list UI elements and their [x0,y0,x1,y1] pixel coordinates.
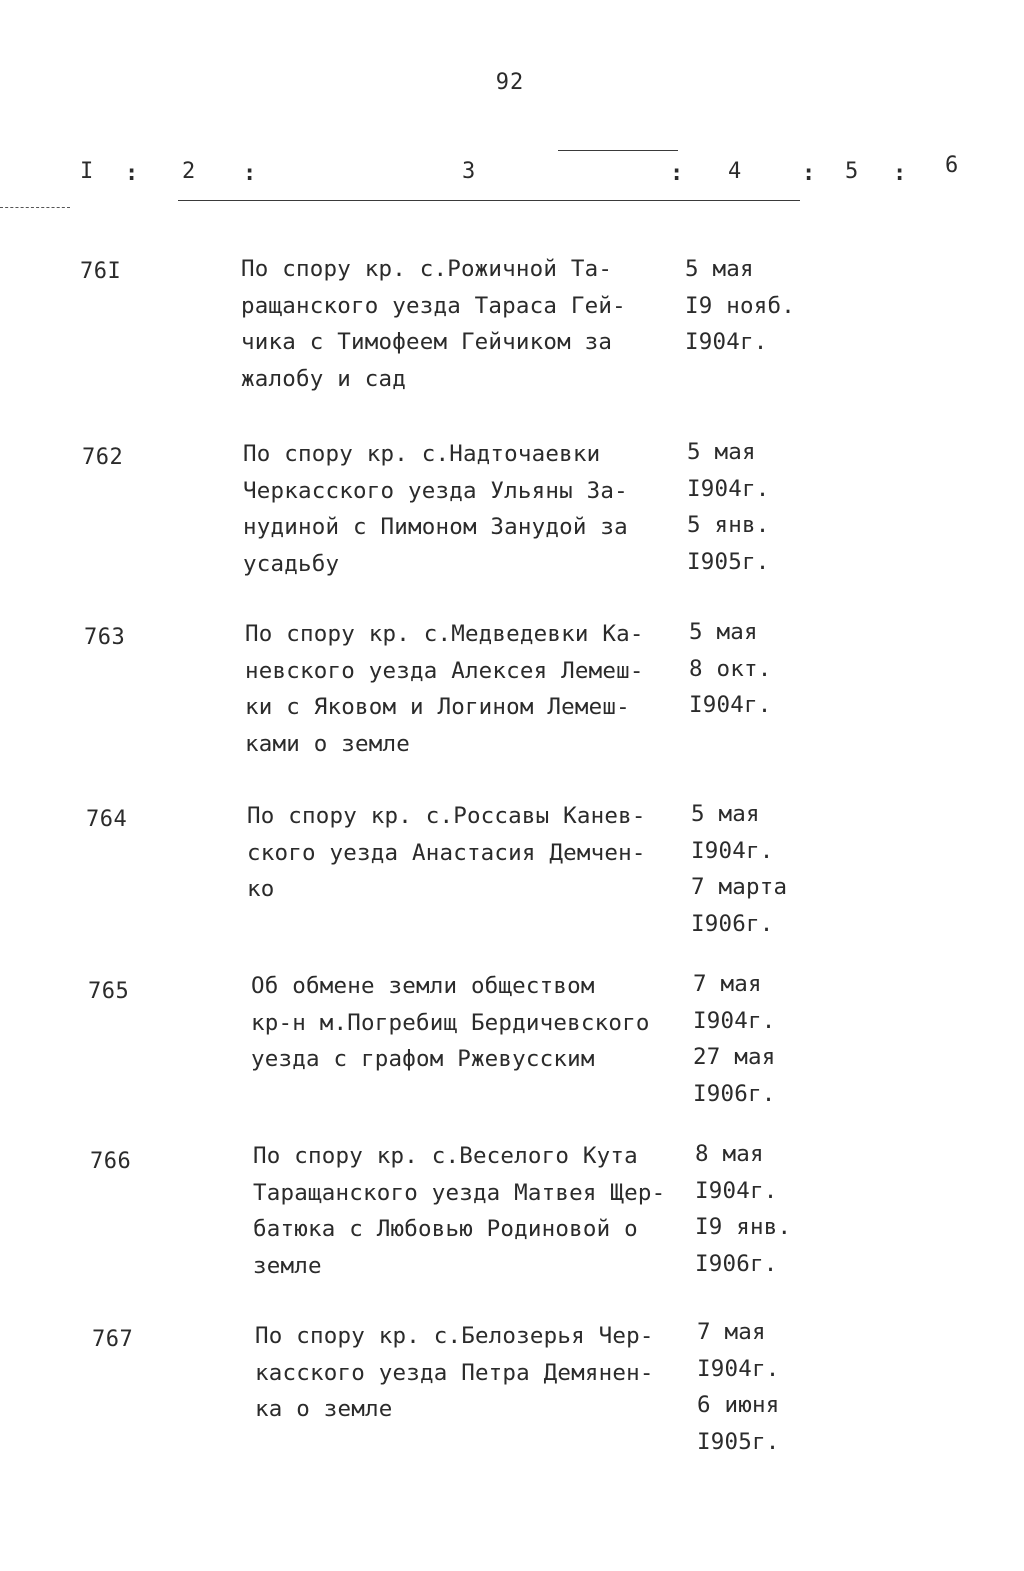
header-col-3: 3 [462,159,476,184]
entry-dates [685,251,815,361]
description-line: земле [253,1252,322,1279]
date-line: I905г. [697,1428,780,1455]
date-line: I904г. [693,1007,776,1034]
description-line: батюка с Любовью Родиновой о [253,1216,638,1242]
header-bottom-rule [178,200,800,201]
entry-number: 763 [84,625,126,650]
entry-description [245,616,705,762]
description-line: усадьбу [243,550,340,577]
date-line: 6 июня [697,1392,780,1418]
header-separator: : [802,161,816,186]
description-line: По спору кр. с.Веселого Кута [253,1143,638,1169]
description-line: ко [247,876,275,902]
description-line: жалобу и сад [241,365,406,392]
entry-dates [693,966,823,1112]
header-col-2: 2 [182,159,196,184]
description-line: кр-н м.Погребищ Бердичевского [251,1009,650,1036]
date-line: I904г. [691,837,774,864]
entry-description [243,436,703,582]
header-col-1: I [80,159,94,184]
header-top-rule [558,150,678,151]
entry-description [247,798,707,908]
description-line: невского уезда Алексея Лемеш- [245,657,644,684]
date-line: 5 мая [689,619,758,645]
entry-dates [691,796,821,942]
entry-description [251,968,711,1078]
date-line: 8 мая [695,1141,764,1167]
header-col-5: 5 [845,159,859,184]
date-line: I906г. [693,1080,776,1107]
description-line: уезда с графом Ржевусским [251,1046,595,1072]
header-left-rule [0,207,70,208]
date-line: 8 окт. [689,655,772,682]
description-line: чика с Тимофеем Гейчиком за [241,329,613,355]
header-separator: : [243,161,257,186]
entry-description [253,1138,713,1284]
description-line: По спору кр. с.Белозерья Чер- [255,1323,654,1349]
description-line: По спору кр. с.Россавы Канев- [247,803,646,829]
date-line: 5 мая [687,439,756,465]
entry-number: 765 [88,979,130,1004]
entry-description [255,1318,715,1428]
description-line: Черкасского уезда Ульяны За- [243,477,628,504]
entry-description [241,251,701,397]
entry-dates [689,614,819,724]
date-line: 5 янв. [687,512,770,538]
date-line: 7 марта [691,874,788,900]
date-line: I904г. [697,1355,780,1382]
entry-number: 76I [80,259,122,284]
entry-number: 766 [90,1149,132,1174]
header-separator: : [893,161,907,186]
description-line: ращанского уезда Тараса Гей- [241,292,626,319]
date-line: I905г. [687,548,770,575]
entry-number: 762 [82,445,124,470]
header-separator: : [670,161,684,186]
description-line: ками о земле [245,730,410,757]
date-line: 7 мая [693,971,762,997]
date-line: I904г. [687,475,770,502]
date-line: I904г. [685,329,768,355]
date-line: I906г. [695,1250,778,1277]
entry-dates [687,434,817,580]
description-line: По спору кр. с.Надточаевки [243,441,601,467]
description-line: ки с Яковом и Логином Лемеш- [245,694,630,720]
date-line: 5 мая [685,256,754,282]
header-col-4: 4 [728,159,742,184]
entry-dates [697,1314,827,1460]
description-line: ка о земле [255,1396,393,1422]
date-line: I9 янв. [695,1214,792,1240]
date-line: 27 мая [693,1044,776,1070]
description-line: Об обмене земли обществом [251,973,595,999]
description-line: Таращанского уезда Матвея Щер- [253,1179,666,1206]
description-line: По спору кр. с.Медведевки Ка- [245,621,644,647]
date-line: I9 нояб. [685,292,795,319]
entry-number: 767 [92,1327,134,1352]
header-separator: : [125,161,139,186]
date-line: 5 мая [691,801,760,827]
description-line: ского уезда Анастасия Демчен- [247,839,646,866]
description-line: нудиной с Пимоном Занудой за [243,514,628,540]
header-col-6: 6 [945,153,959,178]
date-line: I904г. [689,692,772,718]
date-line: I904г. [695,1177,778,1204]
entry-dates [695,1136,825,1282]
page-number: 92 [495,70,525,95]
date-line: 7 мая [697,1319,766,1345]
description-line: По спору кр. с.Рожичной Та- [241,256,613,282]
entry-number: 764 [86,807,128,832]
date-line: I906г. [691,910,774,937]
description-line: касского уезда Петра Демянен- [255,1359,654,1386]
